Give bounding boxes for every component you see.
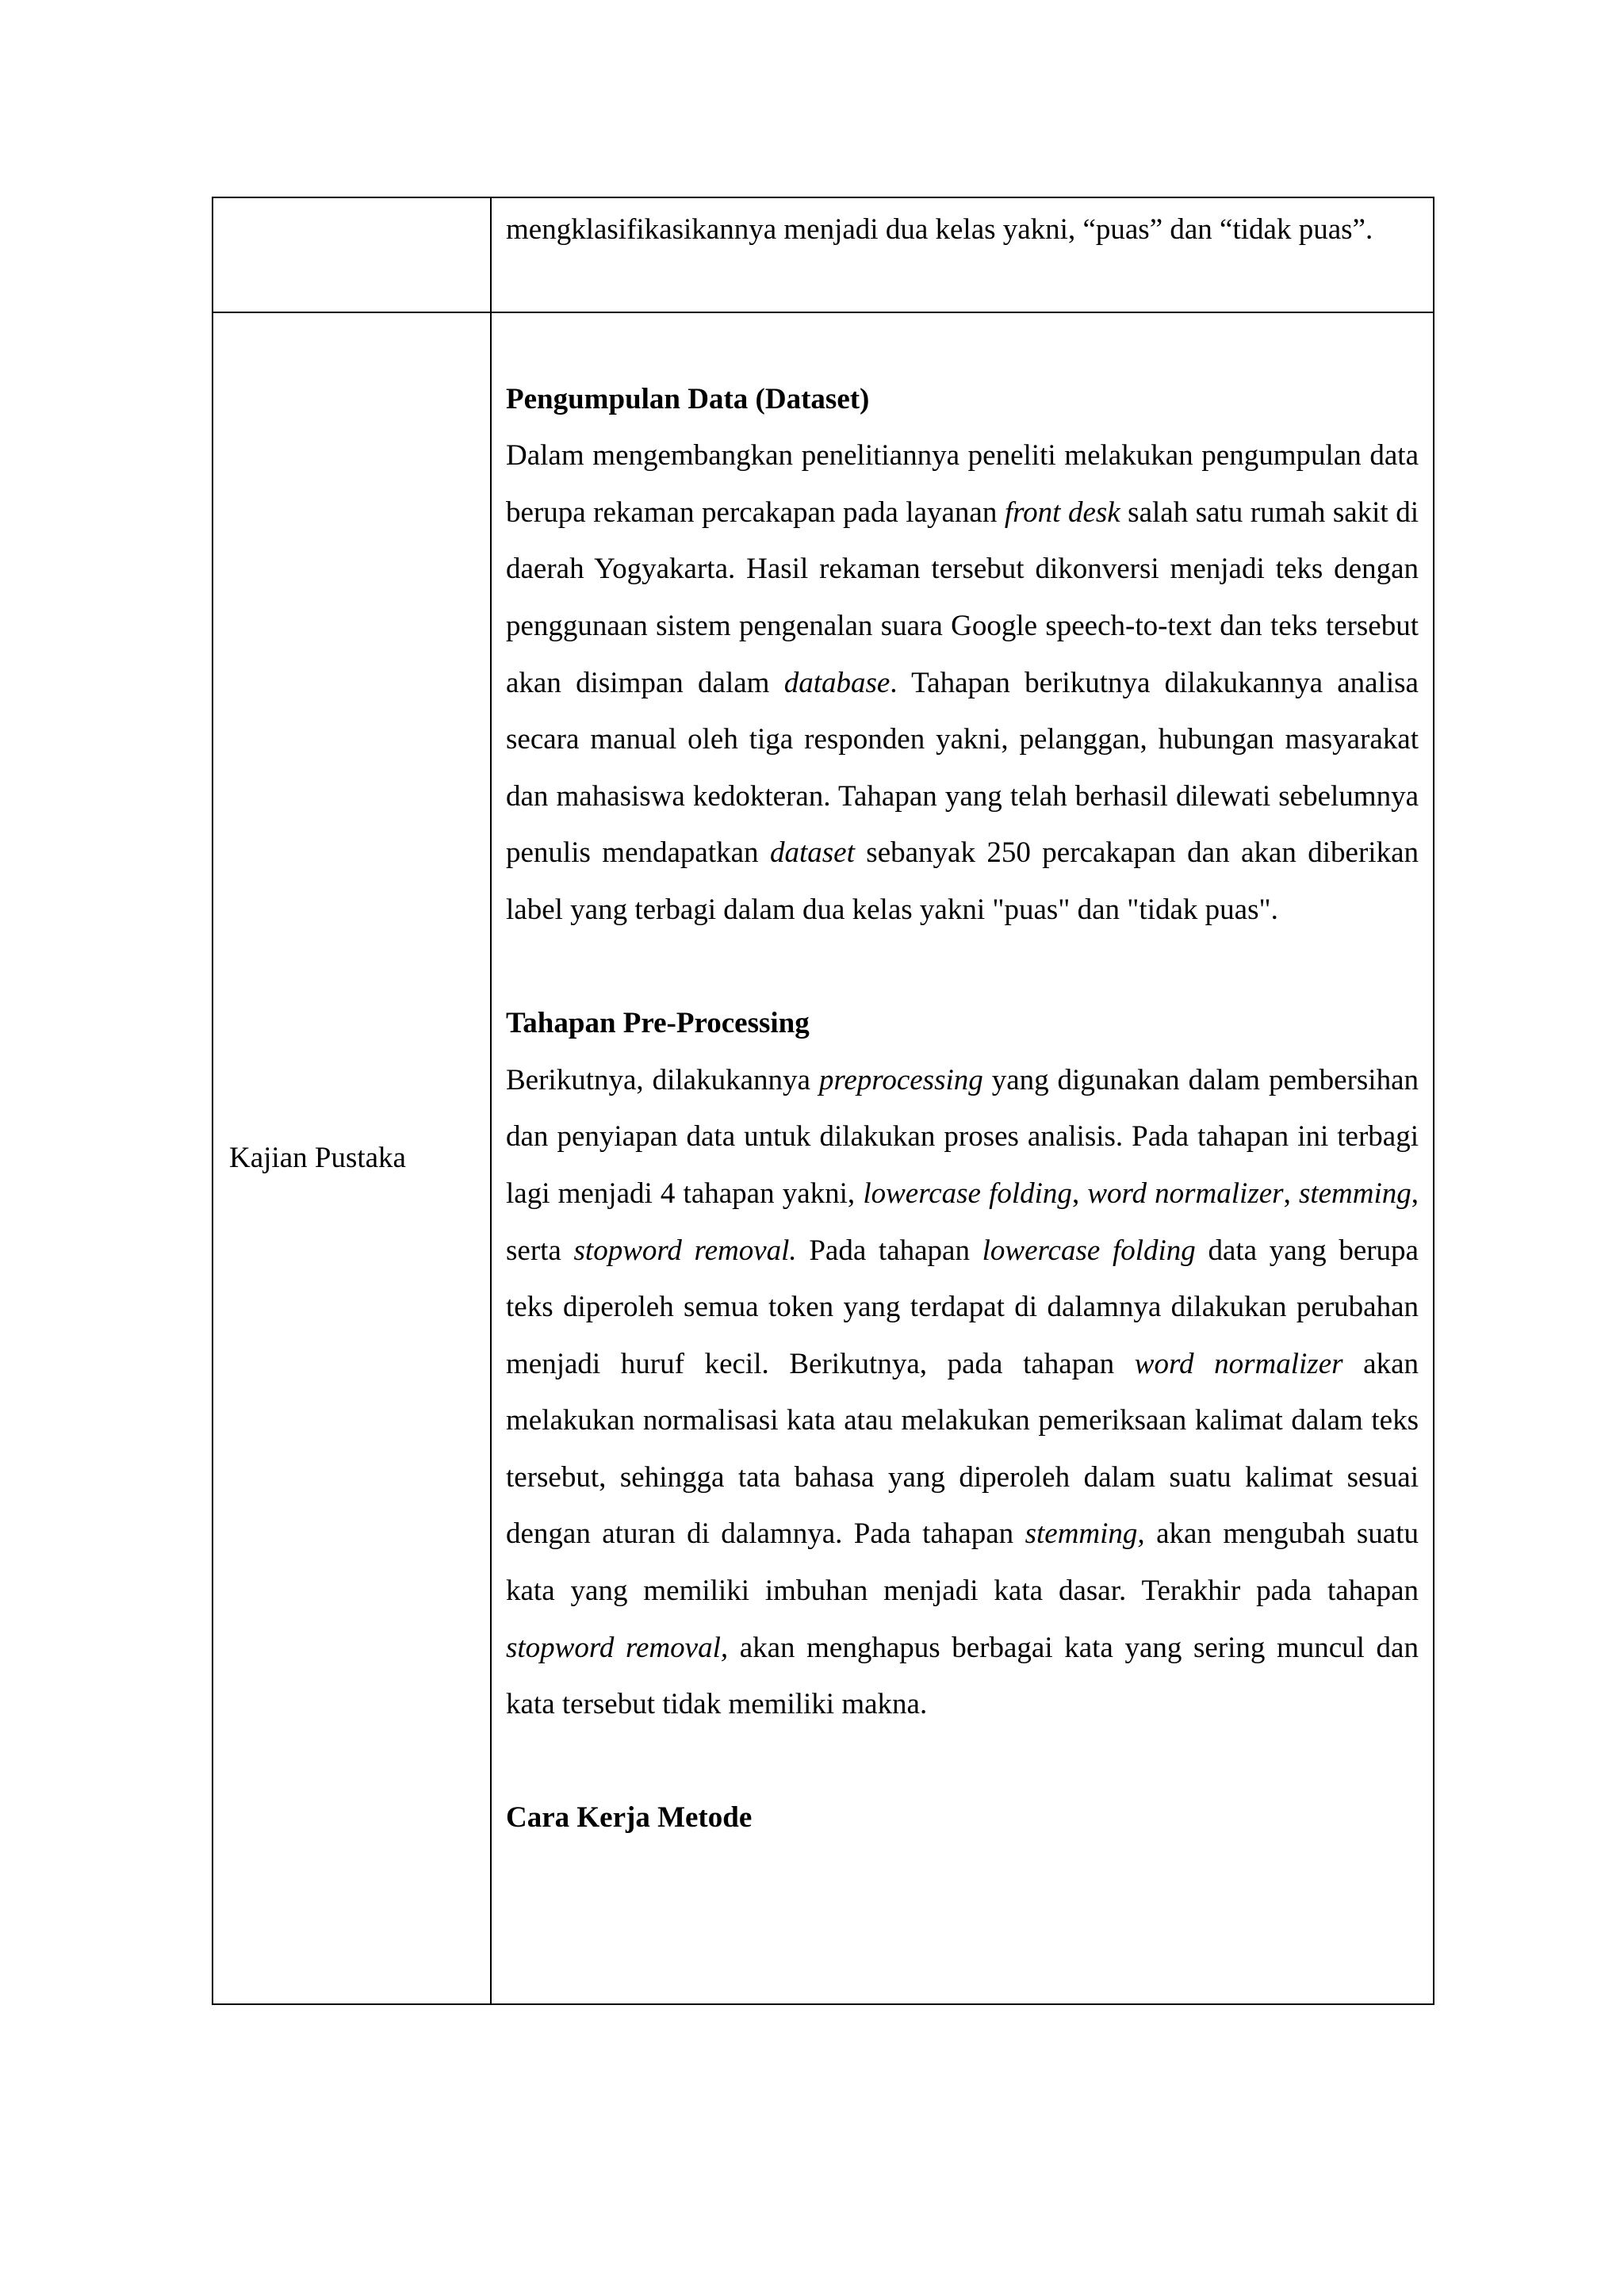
paragraph-dataset: Dalam mengembangkan penelitiannya peneliti melakukan pengumpulan data berupa rekaman percakapan pada layanan front desk salah satu rumah sakit di daerah Yogyakarta. Hasil rekaman tersebut dikonversi menjadi teks dengan penggunaan sistem pengenalan suara Google speech-to-text dan teks tersebut akan disimpan dalam database. Tahapan berikutnya dilakukannya analisa secara manual oleh tiga responden yakni, pelanggan, hubungan masyarakat dan mahasiswa kedokteran. Tahapan yang telah berhasil dilewati sebelumnya penulis mendapatkan dataset sebanyak 250 percakapan dan akan diberikan label yang terbagi dalam dua kelas yakni "puas" dan "tidak puas".	[506, 439, 1419, 926]
section-heading-preprocessing: Tahapan Pre-Processing	[506, 1007, 810, 1040]
row1-text: mengklasifikasikannya menjadi dua kelas yakni, “puas” dan “tidak puas”.	[506, 213, 1373, 246]
review-table	[212, 197, 1434, 2005]
row2-label-cell	[213, 312, 491, 2004]
row1-label-cell	[213, 197, 491, 312]
section-label: Kajian Pustaka	[229, 1142, 406, 1175]
section-heading-method: Cara Kerja Metode	[506, 1801, 753, 1835]
table-row	[213, 197, 1434, 312]
row2-content-cell	[491, 312, 1434, 2004]
table-row	[213, 312, 1434, 2004]
row1-content-cell	[491, 197, 1434, 312]
section-heading-dataset: Pengumpulan Data (Dataset)	[506, 382, 870, 415]
paragraph-preprocessing: Berikutnya, dilakukannya preprocessing yang digunakan dalam pembersihan dan penyiapan data untuk dilakukan proses analisis. Pada tahapan ini terbagi lagi menjadi 4 tahapan yakni, lowercase folding, word normalizer, stemming, serta stopword removal. Pada tahapan lowercase folding data yang berupa teks diperoleh semua token yang terdapat di dalamnya dilakukan perubahan menjadi huruf kecil. Berikutnya, pada tahapan word normalizer akan melakukan normalisasi kata atau melakukan pemeriksaan kalimat dalam teks tersebut, sehingga tata bahasa yang diperoleh dalam suatu kalimat sesuai dengan aturan di dalamnya. Pada tahapan stemming, akan mengubah suatu kata yang memiliki imbuhan menjadi kata dasar. Terakhir pada tahapan stopword removal, akan menghapus berbagai kata yang sering muncul dan kata tersebut tidak memiliki makna.	[506, 1063, 1419, 1721]
